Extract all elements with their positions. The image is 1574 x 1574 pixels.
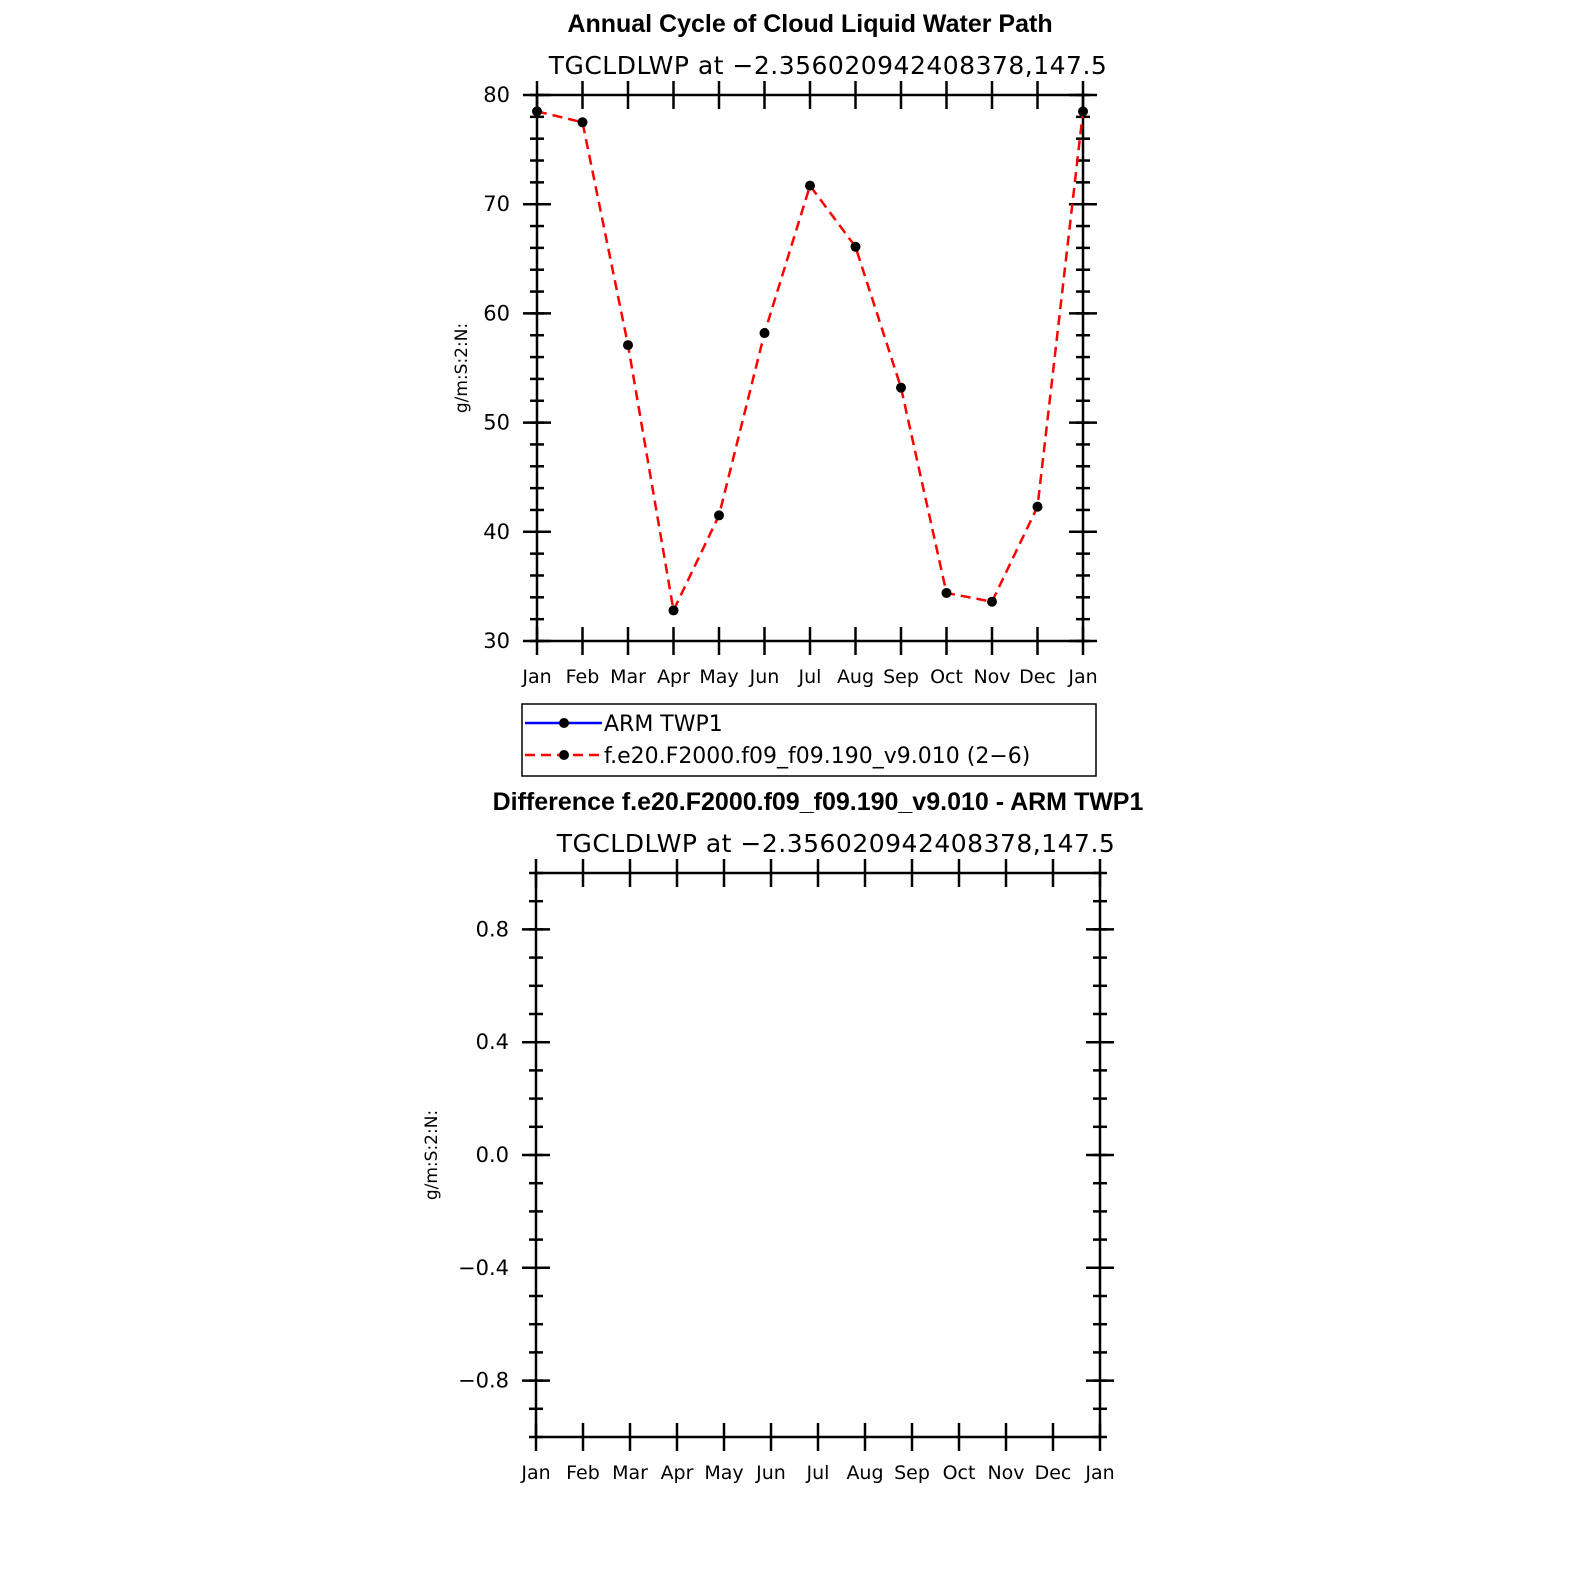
x-tick-labels	[520, 1462, 1114, 1484]
x-tick-label: Mar	[610, 666, 646, 688]
y-tick-label: 0.0	[475, 1143, 509, 1167]
x-tick-label: Aug	[836, 666, 875, 688]
legend-label-arm: ARM TWP1	[604, 712, 723, 737]
data-point	[1078, 106, 1088, 116]
difference-panel	[422, 788, 1143, 1484]
x-tick-label: Jun	[756, 1462, 786, 1484]
legend-marker-model	[559, 750, 569, 760]
y-tick-label: −0.8	[458, 1368, 509, 1393]
y-tick-label: 30	[483, 629, 510, 653]
x-tick-label: Jul	[798, 666, 822, 688]
x-tick-label: Nov	[987, 1462, 1025, 1484]
x-tick-label: Sep	[894, 1462, 930, 1484]
y-tick-label: 0.4	[475, 1030, 509, 1055]
y-tick-labels	[458, 917, 509, 1392]
axis-ticks	[523, 81, 1097, 655]
data-point	[669, 605, 679, 615]
data-point	[714, 510, 724, 520]
data-point	[896, 383, 906, 393]
x-tick-label: Jun	[749, 666, 780, 688]
legend-label-model: f.e20.F2000.f09_f09.190_v9.010 (2−6)	[604, 744, 1031, 769]
data-point	[623, 340, 633, 350]
x-tick-label: Jan	[1085, 1462, 1115, 1484]
x-tick-label: Feb	[566, 1462, 600, 1484]
x-tick-label: Jan	[521, 1462, 551, 1484]
y-tick-labels	[483, 83, 510, 653]
x-tick-label: Feb	[565, 666, 600, 688]
x-tick-label: Mar	[612, 1462, 648, 1484]
x-tick-labels	[521, 666, 1097, 688]
data-point	[805, 181, 815, 191]
chart-subtitle: TGCLDLWP at −2.356020942408378,147.5	[556, 829, 1116, 858]
x-tick-label: Dec	[1019, 666, 1056, 688]
x-tick-label: Aug	[846, 1462, 884, 1484]
chart-title: Annual Cycle of Cloud Liquid Water Path	[567, 10, 1053, 38]
x-tick-label: Jan	[1068, 666, 1098, 688]
axis-ticks	[522, 859, 1114, 1451]
chart-subtitle: TGCLDLWP at −2.356020942408378,147.5	[548, 51, 1108, 80]
y-axis-label: g/m:S:2:N:	[422, 1109, 442, 1201]
x-tick-label: May	[704, 1462, 744, 1484]
x-tick-label: Jul	[806, 1462, 830, 1484]
y-axis-label: g/m:S:2:N:	[452, 322, 472, 414]
y-tick-label: 0.8	[475, 917, 509, 942]
plot-frame	[536, 873, 1100, 1437]
data-point	[532, 106, 542, 116]
x-tick-label: Apr	[660, 1462, 694, 1484]
y-tick-label: 80	[483, 83, 510, 107]
y-tick-label: 60	[483, 301, 510, 326]
y-tick-label: 50	[483, 410, 510, 435]
plot-frame	[537, 95, 1083, 641]
data-point	[942, 588, 952, 598]
x-tick-label: Oct	[930, 666, 963, 688]
x-tick-label: Nov	[973, 666, 1011, 688]
legend	[522, 704, 1096, 776]
x-tick-label: Apr	[657, 666, 690, 688]
chart-title: Difference f.e20.F2000.f09_f09.190_v9.010 - ARM TWP1	[492, 788, 1144, 816]
x-tick-label: Dec	[1034, 1462, 1072, 1484]
x-tick-label: May	[699, 666, 739, 688]
x-tick-label: Oct	[942, 1462, 976, 1484]
x-tick-label: Sep	[883, 666, 919, 688]
legend-marker-arm	[559, 718, 569, 728]
y-tick-label: −0.4	[458, 1255, 509, 1280]
y-tick-label: 40	[483, 519, 510, 544]
data-point	[851, 242, 861, 252]
data-point	[578, 117, 588, 127]
series-layer	[532, 106, 1088, 615]
data-point	[1033, 502, 1043, 512]
y-tick-label: 70	[483, 192, 510, 217]
x-tick-label: Jan	[522, 666, 552, 688]
data-point	[987, 597, 997, 607]
annual-cycle-panel	[452, 10, 1107, 776]
data-point	[760, 328, 770, 338]
